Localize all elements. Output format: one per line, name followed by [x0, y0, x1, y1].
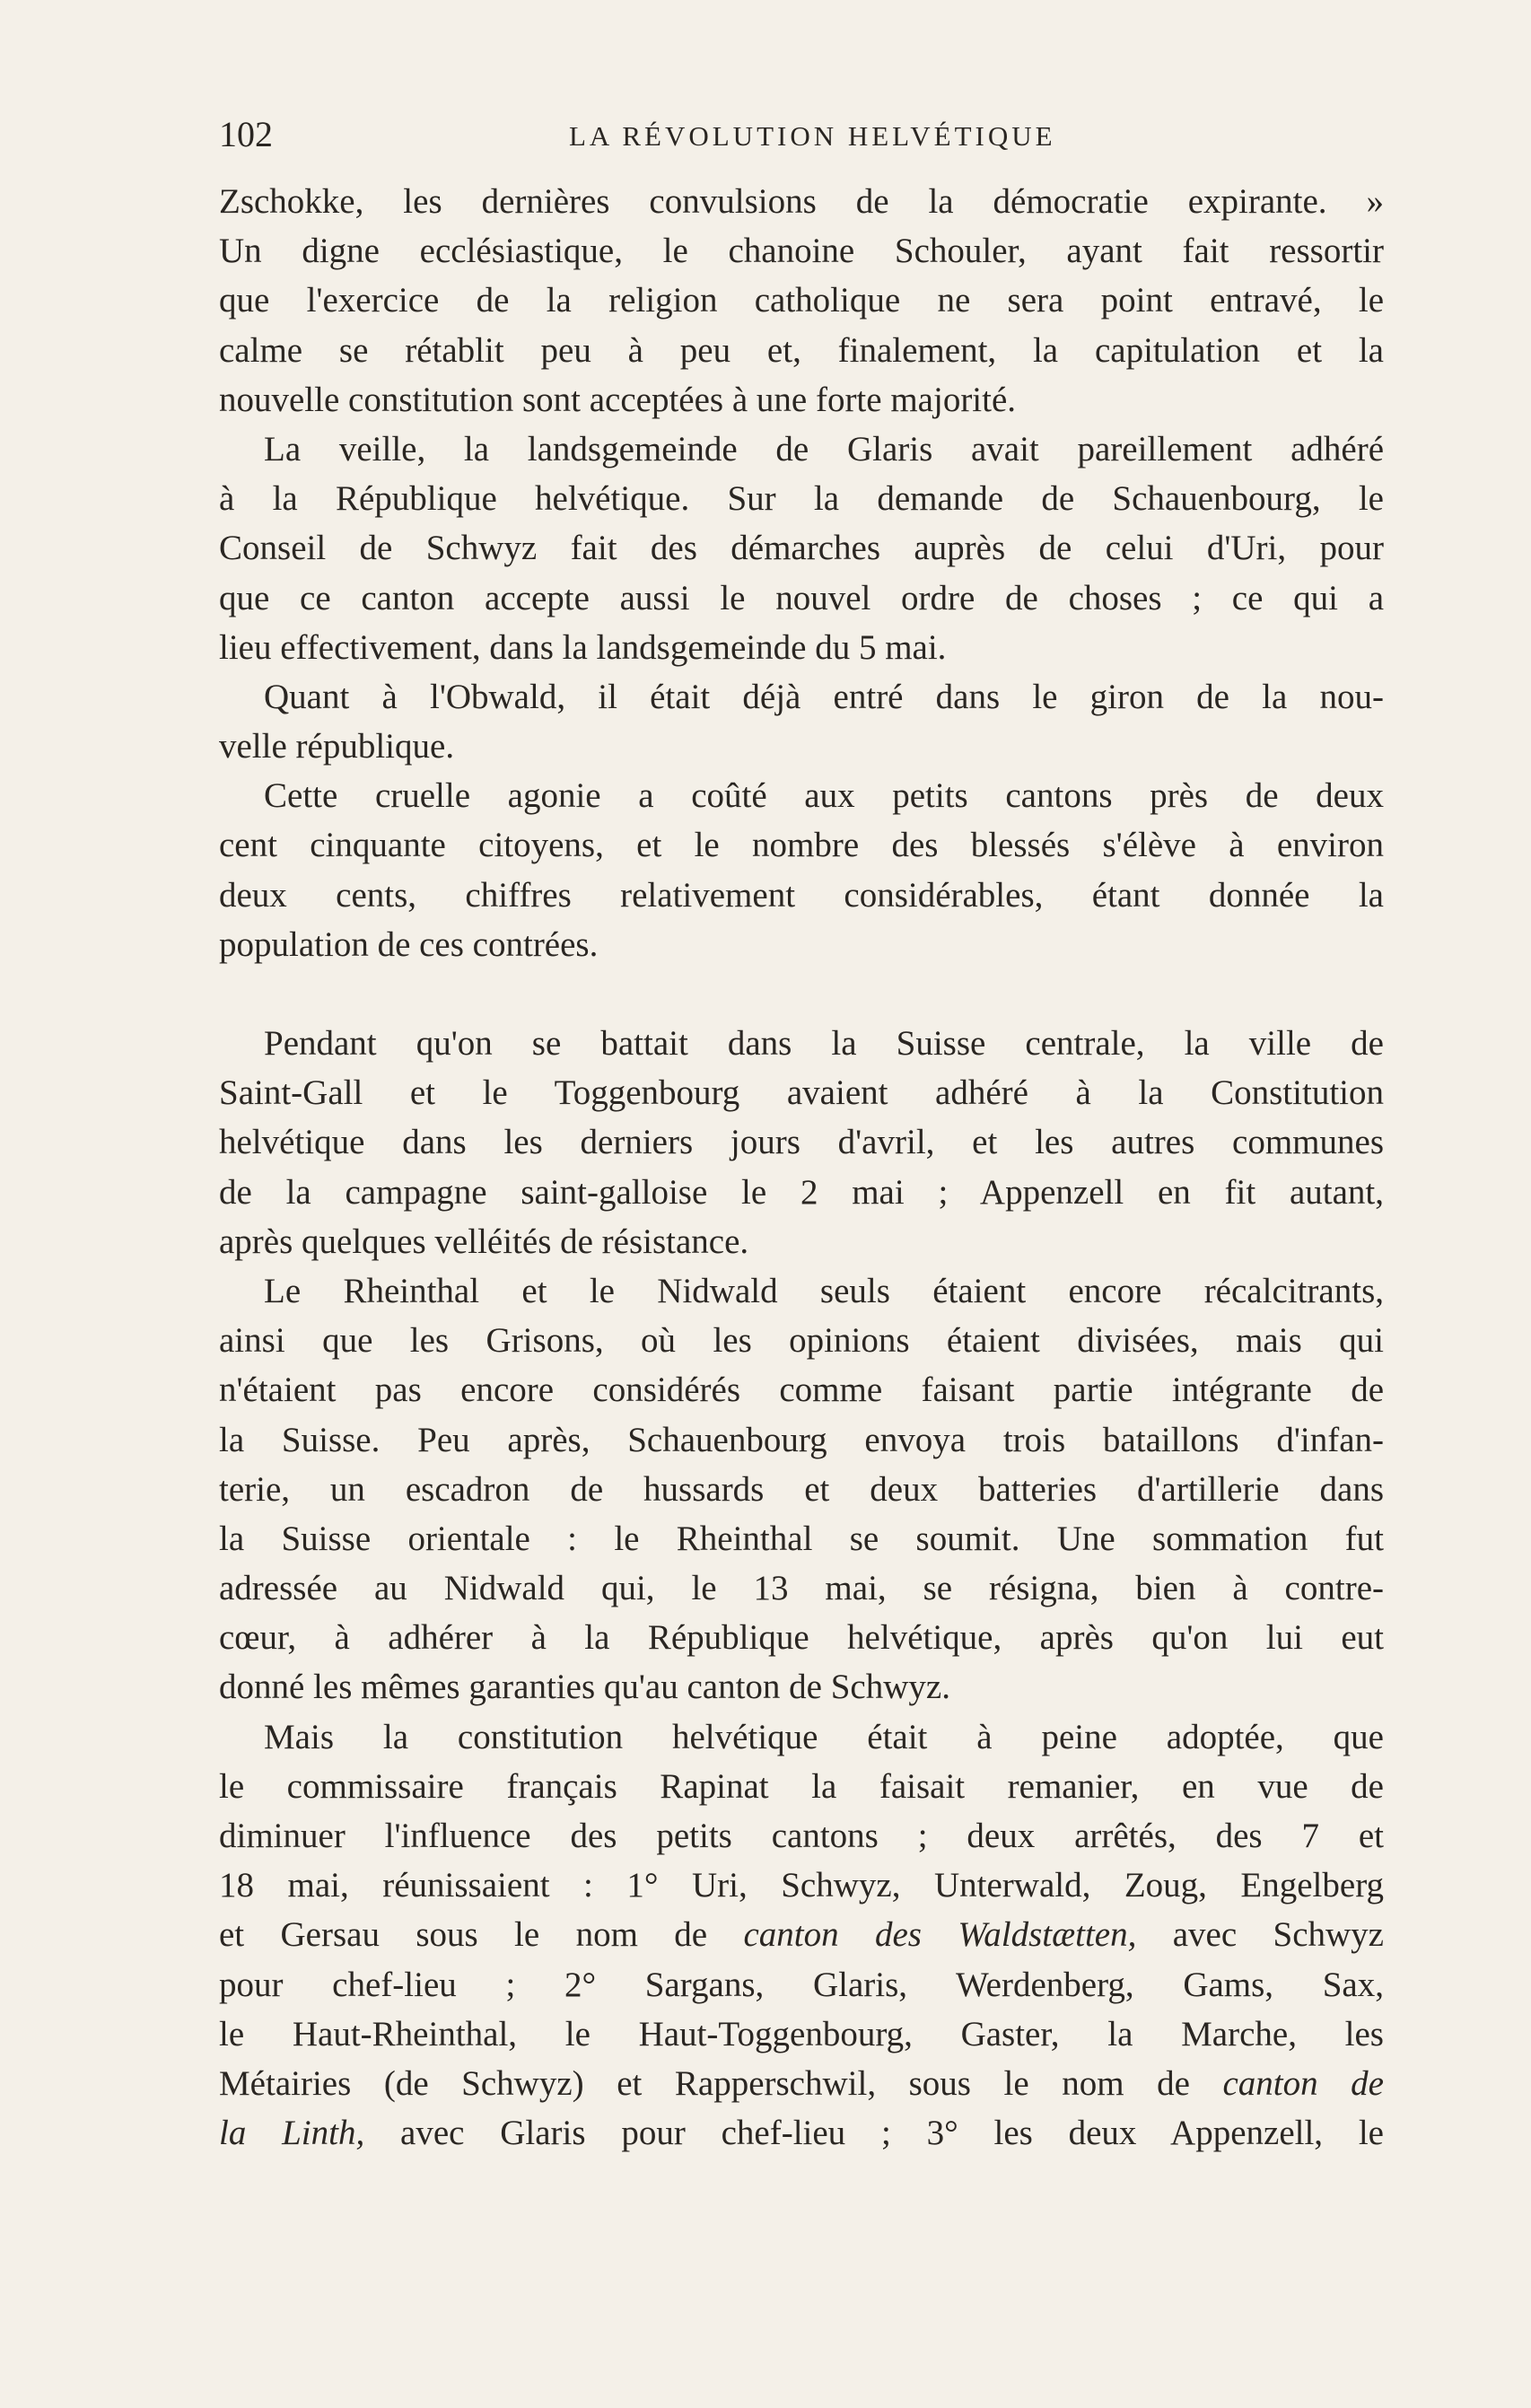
running-title: LA RÉVOLUTION HELVÉTIQUE — [569, 120, 1056, 152]
body-text — [219, 177, 1384, 2158]
text-line: La veille, la landsgemeinde de Glaris avait pareillement adhéré — [264, 429, 1384, 468]
text-line: calme se rétablit peu à peu et, finalement, la capitulation et la — [219, 330, 1384, 370]
text-line: cent cinquante citoyens, et le nombre des blessés s'élève à environ — [219, 826, 1384, 865]
text-line: Conseil de Schwyz fait des démarches auprès de celui d'Uri, pour — [219, 529, 1384, 568]
text-line: ainsi que les Grisons, où les opinions étaient divisées, mais qui — [219, 1321, 1384, 1361]
text-line: terie, un escadron de hussards et deux batteries d'artillerie dans — [219, 1469, 1384, 1509]
text-line: deux cents, chiffres relativement considérables, étant donnée la — [219, 875, 1384, 915]
text-line: Zschokke, les dernières convulsions de la démocratie expirante. » — [219, 182, 1384, 221]
text-segment: Métairies (de Schwyz) et Rapperschwil, sous le nom de — [219, 2063, 1190, 2103]
text-line: à la République helvétique. Sur la demande de Schauenbourg, le — [219, 479, 1384, 519]
text-line: que ce canton accepte aussi le nouvel ordre de choses ; ce qui a — [219, 578, 1384, 617]
italic-term: la Linth, — [219, 2114, 365, 2153]
text-line: que l'exercice de la religion catholique ne sera point entravé, le — [219, 281, 1384, 320]
text-line: velle république. — [219, 727, 455, 766]
text-line: cœur, à adhérer à la République helvétique, après qu'on lui eut — [219, 1618, 1384, 1658]
italic-term: canton de — [1222, 2063, 1384, 2103]
text-line: de la campagne saint-galloise le 2 mai ; Appenzell en fit autant, — [219, 1172, 1384, 1212]
text-segment: avec Glaris pour chef-lieu ; 3° les deux Appenzell, le — [364, 2114, 1384, 2153]
text-line: Quant à l'Obwald, il était déjà entré dans le giron de la nou- — [264, 677, 1384, 716]
text-line: Mais la constitution helvétique était à peine adoptée, que — [264, 1717, 1384, 1756]
text-line: la Suisse. Peu après, Schauenbourg envoya trois bataillons d'infan- — [219, 1420, 1384, 1459]
text-line: Saint-Gall et le Toggenbourg avaient adhéré à la Constitution — [219, 1073, 1384, 1113]
text-segment: et Gersau sous le nom de — [219, 1915, 744, 1955]
text-segment: avec Schwyz — [1136, 1915, 1384, 1955]
text-line: Un digne ecclésiastique, le chanoine Schouler, ayant fait ressortir — [219, 232, 1384, 271]
text-line: le commissaire français Rapinat la faisait remanier, en vue de — [219, 1766, 1384, 1806]
text-line: helvétique dans les derniers jours d'avril, et les autres communes — [219, 1123, 1384, 1162]
italic-term: canton des Waldstætten, — [743, 1915, 1137, 1955]
text-line: Cette cruelle agonie a coûté aux petits cantons près de deux — [264, 776, 1384, 816]
text-line — [219, 2108, 1384, 2158]
text-line: après quelques velléités de résistance. — [219, 1222, 749, 1261]
text-line: Pendant qu'on se battait dans la Suisse centrale, la ville de — [264, 1024, 1384, 1063]
page-number: 102 — [219, 114, 273, 154]
text-line: adressée au Nidwald qui, le 13 mai, se résigna, bien à contre- — [219, 1569, 1384, 1608]
text-line — [219, 2059, 1384, 2108]
section-break — [219, 969, 1384, 1019]
text-line: n'étaient pas encore considérés comme faisant partie intégrante de — [219, 1370, 1384, 1410]
text-line: diminuer l'influence des petits cantons ; deux arrêtés, des 7 et — [219, 1817, 1384, 1855]
text-line: population de ces contrées. — [219, 924, 599, 964]
text-line: la Suisse orientale : le Rheinthal se soumit. Une sommation fut — [219, 1519, 1384, 1558]
text-line: Le Rheinthal et le Nidwald seuls étaient encore récalcitrants, — [264, 1271, 1384, 1310]
text-line: 18 mai, réunissaient : 1° Uri, Schwyz, Unterwald, Zoug, Engelberg — [219, 1866, 1384, 1905]
text-line: donné les mêmes garanties qu'au canton de Schwyz. — [219, 1668, 950, 1707]
text-line — [219, 1910, 1384, 1959]
page-header — [219, 108, 1386, 162]
text-line: nouvelle constitution sont acceptées à une forte majorité. — [219, 380, 1017, 419]
text-line: lieu effectivement, dans la landsgemeinde du 5 mai. — [219, 627, 947, 667]
text-line: le Haut-Rheinthal, le Haut-Toggenbourg, Gaster, la Marche, les — [219, 2014, 1384, 2053]
text-line: pour chef-lieu ; 2° Sargans, Glaris, Werdenberg, Gams, Sax, — [219, 1965, 1384, 2004]
